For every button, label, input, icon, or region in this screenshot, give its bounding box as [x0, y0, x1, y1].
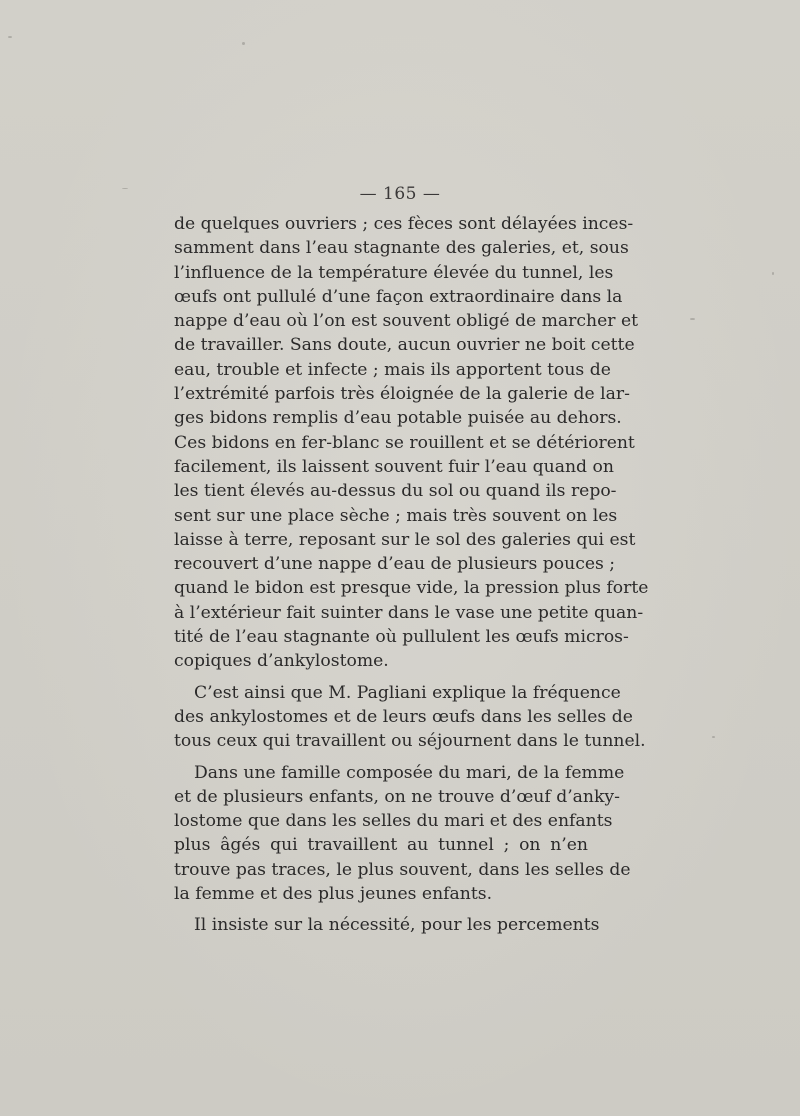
paper-speck [122, 188, 128, 189]
text-line: nappe d’eau où l’on est souvent obligé de marcher et [174, 311, 639, 332]
paper-speck [712, 736, 715, 738]
text-line: Dans une famille composée du mari, de la femme [194, 762, 625, 783]
paper-speck [8, 36, 12, 38]
text-line: œufs ont pullulé d’une façon extraordinaire dans la [174, 286, 623, 307]
text-line: plus âgés qui travaillent au tunnel ; on n’en [174, 835, 588, 856]
text-line: quand le bidon est presque vide, la pression plus forte [174, 578, 649, 599]
text-line: eau, trouble et infecte ; mais ils apportent tous de [174, 359, 611, 380]
text-line: Il insiste sur la nécessité, pour les percements [194, 915, 600, 936]
text-line: les tient élevés au-dessus du sol ou quand ils repo- [174, 481, 617, 502]
text-line: recouvert d’une nappe d’eau de plusieurs pouces ; [174, 554, 616, 575]
body-text [174, 212, 649, 938]
paragraph-4 [174, 913, 600, 937]
text-line: de quelques ouvriers ; ces fèces sont délayées inces- [174, 214, 634, 234]
text-line: facilement, ils laissent souvent fuir l’eau quand on [174, 456, 614, 477]
text-line: samment dans l’eau stagnante des galeries, et, sous [174, 238, 629, 259]
page-number: — 165 — [359, 184, 441, 204]
text-line: de travailler. Sans doute, aucun ouvrier ne boit cette [174, 335, 635, 356]
text-line: l’influence de la température élevée du tunnel, les [174, 262, 614, 283]
text-line: lostome que dans les selles du mari et des enfants [174, 811, 613, 832]
text-line: l’extrémité parfois très éloignée de la galerie de lar- [174, 384, 630, 405]
text-line: tous ceux qui travaillent ou séjournent dans le tunnel. [174, 731, 646, 752]
text-line: laisse à terre, reposant sur le sol des galeries qui est [174, 529, 636, 550]
paragraph-2 [174, 681, 646, 754]
text-line: et de plusieurs enfants, on ne trouve d’œuf d’anky- [174, 786, 620, 807]
text-line: des ankylostomes et de leurs œufs dans les selles de [174, 706, 633, 727]
text-line: ges bidons remplis d’eau potable puisée au dehors. [174, 408, 622, 429]
text-line: sent sur une place sèche ; mais très souvent on les [174, 505, 618, 526]
text-line: tité de l’eau stagnante où pullulent les œufs micros- [174, 627, 629, 648]
paper-speck [772, 272, 774, 275]
text-line: trouve pas traces, le plus souvent, dans les selles de [174, 859, 631, 880]
paragraph-1 [174, 212, 649, 674]
paper-speck [690, 318, 695, 320]
text-line: copiques d’ankylostome. [174, 651, 389, 672]
text-line: C’est ainsi que M. Pagliani explique la fréquence [194, 682, 621, 703]
paper-speck [242, 42, 245, 45]
text-line: la femme et des plus jeunes enfants. [174, 884, 493, 905]
text-line: à l’extérieur fait suinter dans le vase une petite quan- [174, 602, 644, 623]
paragraph-3 [174, 761, 631, 907]
text-line: Ces bidons en fer-blanc se rouillent et se détériorent [174, 432, 635, 453]
